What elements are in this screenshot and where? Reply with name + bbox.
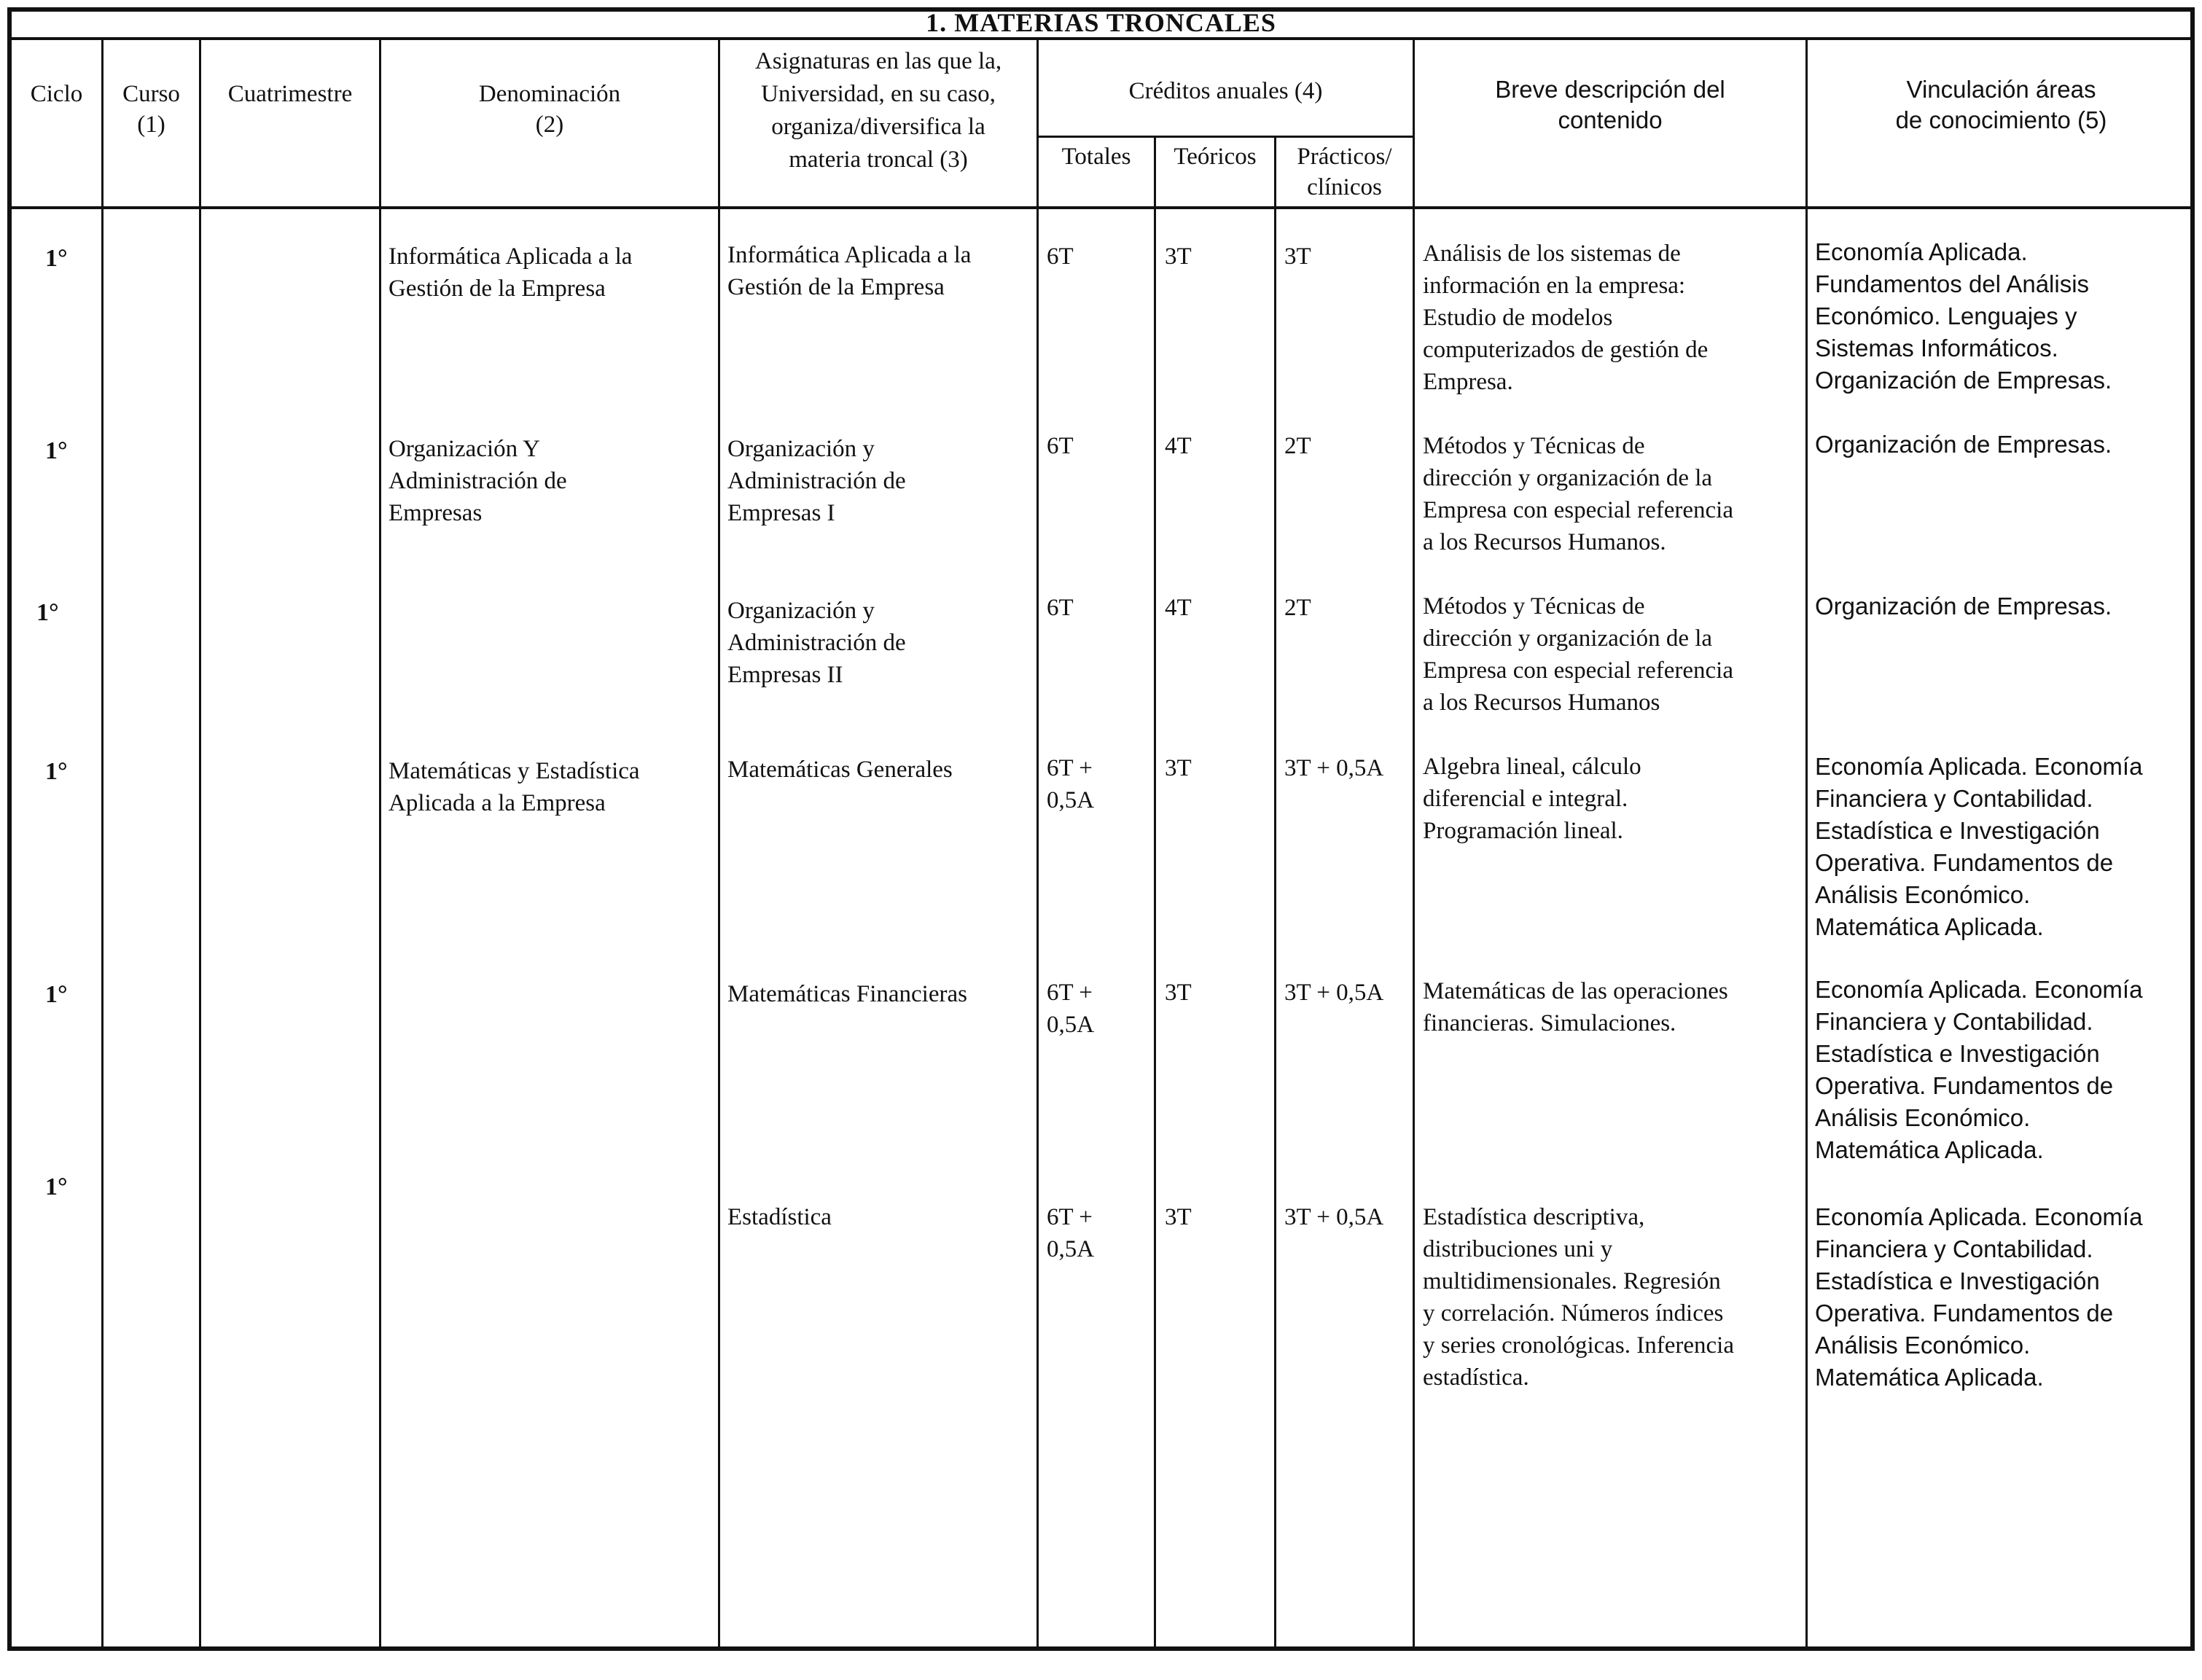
row-vinculacion: Economía Aplicada. Economía Financiera y Contabilidad. Estadística e Investigación Operativa. Fundamentos de Análisis Económico. Matemática Aplicada.	[1815, 976, 2143, 1163]
row-ciclo: 1°	[36, 599, 59, 626]
row-asignatura: Matemáticas Generales	[727, 757, 953, 783]
row-descripcion: Algebra lineal, cálculo diferencial e integral. Programación lineal.	[1423, 754, 1641, 844]
header-practicos: Prácticos/ clínicos	[1297, 144, 1392, 200]
col-divider	[1274, 136, 1276, 1651]
header-creditos: Créditos anuales (4)	[1128, 78, 1323, 104]
row-asignatura: Organización y Administración de Empresas I	[727, 436, 906, 526]
row-ciclo: 1°	[45, 758, 68, 785]
row-asignatura: Organización y Administración de Empresas II	[727, 598, 906, 688]
row-totales: 6T + 0,5A	[1047, 1204, 1095, 1262]
row-descripcion: Estadística descriptiva, distribuciones uni y multidimensionales. Regresión y correlación. Números índices y series cronológicas. Inferencia estadística.	[1423, 1204, 1734, 1391]
header-ciclo: Ciclo	[30, 81, 83, 107]
row-ciclo: 1°	[45, 245, 68, 272]
row-ciclo: 1°	[45, 437, 68, 464]
col-divider	[1805, 40, 1808, 1651]
row-teoricos: 3T	[1165, 1204, 1192, 1230]
row-denominacion: Matemáticas y Estadística Aplicada a la Empresa	[389, 758, 640, 816]
row-practicos: 3T	[1284, 243, 1311, 270]
row-practicos: 3T + 0,5A	[1284, 755, 1384, 781]
header-asignaturas: Asignaturas en las que la, Universidad, en su caso, organiza/diversifica la materia troncal (3)	[754, 48, 1002, 173]
row-ciclo: 1°	[45, 981, 68, 1008]
row-practicos: 2T	[1284, 595, 1311, 621]
row-descripcion: Matemáticas de las operaciones financieras. Simulaciones.	[1423, 978, 1728, 1036]
col-divider	[1154, 136, 1156, 1651]
row-totales: 6T	[1047, 433, 1074, 459]
col-divider	[1413, 40, 1415, 1651]
row-denominacion: Organización Y Administración de Empresas	[389, 436, 567, 526]
header-cuatrimestre: Cuatrimestre	[227, 81, 353, 107]
row-vinculacion: Organización de Empresas.	[1815, 431, 2112, 458]
header-vinculacion: Vinculación áreas de conocimiento (5)	[1895, 76, 2107, 133]
col-divider	[718, 40, 720, 1651]
row-asignatura: Estadística	[727, 1204, 832, 1230]
header-curso: Curso (1)	[122, 81, 180, 138]
row-teoricos: 3T	[1165, 980, 1192, 1006]
row-practicos: 3T + 0,5A	[1284, 1204, 1384, 1230]
row-asignatura: Matemáticas Financieras	[727, 981, 967, 1007]
row-practicos: 3T + 0,5A	[1284, 980, 1384, 1006]
row-descripcion: Métodos y Técnicas de dirección y organización de la Empresa con especial referencia a los Recursos Humanos	[1423, 593, 1733, 716]
row-totales: 6T	[1047, 243, 1074, 270]
row-practicos: 2T	[1284, 433, 1311, 459]
row-totales: 6T + 0,5A	[1047, 755, 1095, 813]
row-teoricos: 4T	[1165, 433, 1192, 459]
header-teoricos: Teóricos	[1174, 144, 1257, 170]
row-denominacion: Informática Aplicada a la Gestión de la Empresa	[389, 243, 633, 302]
row-teoricos: 3T	[1165, 755, 1192, 781]
row-ciclo: 1°	[45, 1173, 68, 1200]
row-vinculacion: Organización de Empresas.	[1815, 593, 2112, 620]
subheader-divider	[1036, 136, 1413, 138]
row-descripcion: Análisis de los sistemas de información en la empresa: Estudio de modelos computerizados de gestión de Empresa.	[1423, 241, 1709, 395]
row-vinculacion: Economía Aplicada. Fundamentos del Análisis Económico. Lenguajes y Sistemas Informáticos. Organización de Empresas.	[1815, 238, 2112, 394]
row-teoricos: 3T	[1165, 243, 1192, 270]
header-descripcion: Breve descripción del contenido	[1495, 76, 1725, 133]
row-asignatura: Informática Aplicada a la Gestión de la Empresa	[727, 242, 972, 300]
col-divider	[379, 40, 381, 1651]
row-descripcion: Métodos y Técnicas de dirección y organización de la Empresa con especial referencia a los Recursos Humanos.	[1423, 433, 1733, 555]
col-divider	[199, 40, 201, 1651]
table-title: 1. MATERIAS TRONCALES	[7, 7, 2195, 40]
header-bottom-divider	[7, 206, 2195, 209]
header-denominacion: Denominación (2)	[478, 81, 621, 138]
row-totales: 6T	[1047, 595, 1074, 621]
row-totales: 6T + 0,5A	[1047, 980, 1095, 1038]
col-divider	[101, 40, 104, 1651]
row-vinculacion: Economía Aplicada. Economía Financiera y Contabilidad. Estadística e Investigación Operativa. Fundamentos de Análisis Económico. Matemática Aplicada.	[1815, 753, 2143, 940]
row-vinculacion: Economía Aplicada. Economía Financiera y Contabilidad. Estadística e Investigación Operativa. Fundamentos de Análisis Económico. Matemática Aplicada.	[1815, 1203, 2143, 1391]
header-totales: Totales	[1061, 144, 1131, 170]
col-divider	[1036, 40, 1039, 1651]
row-teoricos: 4T	[1165, 595, 1192, 621]
